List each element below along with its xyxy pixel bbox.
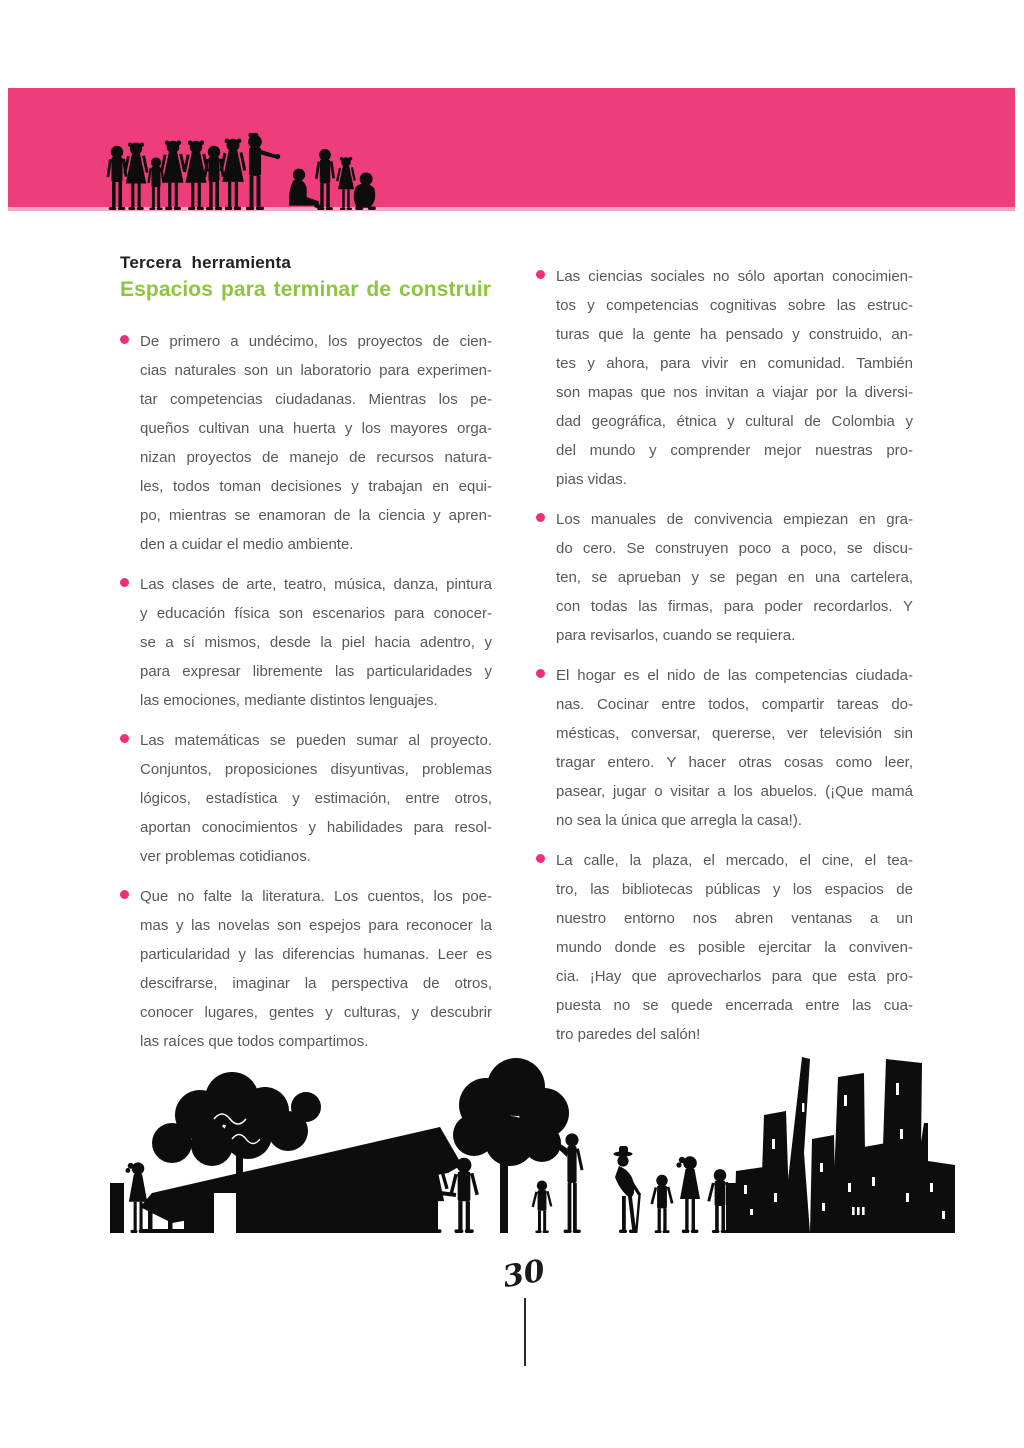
text-line: ten, se aprueban y se pegan en una cartelera, — [556, 569, 913, 586]
text-line: pasear, jugar o visitar a los abuelos. (¡Que mamá — [556, 783, 913, 800]
bullet-dot — [120, 890, 129, 899]
text-line: ver problemas cotidianos. — [140, 848, 311, 865]
text-line: conocer lugares, gentes y culturas, y descubrir — [140, 1004, 492, 1021]
text-line: para revisarlos, cuando se requiera. — [556, 627, 796, 644]
text-line: Las clases de arte, teatro, música, danza, pintura — [140, 576, 492, 593]
bullet-item — [120, 726, 492, 871]
text-line: Las ciencias sociales no sólo aportan conocimien- — [556, 268, 913, 285]
text-line: den a cuidar el medio ambiente. — [140, 536, 354, 553]
bullet-text — [140, 570, 492, 715]
page-number: 30 — [500, 1253, 548, 1296]
right-column — [536, 262, 913, 1060]
bullet-text — [556, 846, 913, 1049]
text-line: De primero a undécimo, los proyectos de cien- — [140, 333, 492, 350]
text-line: aportan conocimientos y habilidades para resol- — [140, 819, 492, 836]
bullet-text — [556, 505, 913, 650]
text-line: turas que la gente ha pensado y construido, an- — [556, 326, 913, 343]
bullet-dot — [536, 669, 545, 678]
text-line: nuestro entorno nos abren ventanas a un — [556, 910, 913, 927]
bullet-dot — [120, 734, 129, 743]
text-line: La calle, la plaza, el mercado, el cine, el tea- — [556, 852, 913, 869]
text-line: tes y ahora, para vivir en comunidad. También — [556, 355, 913, 372]
text-line: lógicos, estadística y estimación, entre otros, — [140, 790, 492, 807]
text-line: mas y las novelas son espejos para reconocer la — [140, 917, 492, 934]
bullet-list-right — [536, 262, 913, 1049]
text-line: para expresar libremente las particularidades y — [140, 663, 492, 680]
text-line: pias vidas. — [556, 471, 627, 488]
text-line: no sea la única que arregla la casa!). — [556, 812, 802, 829]
bullet-item — [120, 882, 492, 1056]
page-number-line — [524, 1298, 526, 1366]
text-line: las raíces que todos compartimos. — [140, 1033, 369, 1050]
text-line: po, mientras se enamoran de la ciencia y apren- — [140, 507, 492, 524]
text-line: queños cultivan una huerta y los mayores orga- — [140, 420, 492, 437]
bullet-text — [556, 661, 913, 835]
children-group-illustration — [103, 130, 403, 214]
text-line: con todas las firmas, para poder recordarlos. Y — [556, 598, 913, 615]
text-line: las emociones, mediante distintos lenguajes. — [140, 692, 438, 709]
text-line: tragar entero. Y hacer otras cosas como leer, — [556, 754, 913, 771]
text-line: descifrarse, imaginar la perspectiva de otros, — [140, 975, 492, 992]
text-line: particularidad y las diferencias humanas. Leer es — [140, 946, 492, 963]
bullet-dot — [120, 578, 129, 587]
bullet-text — [556, 262, 913, 494]
text-line: do cero. Se construyen poco a poco, se discu- — [556, 540, 913, 557]
left-column — [120, 253, 492, 1067]
bullet-text — [140, 882, 492, 1056]
text-line: del mundo y comprender mejor nuestras pro- — [556, 442, 913, 459]
text-line: El hogar es el nido de las competencias ciudada- — [556, 667, 913, 684]
text-line: mésticas, conversar, quererse, ver televisión sin — [556, 725, 913, 742]
text-line: tos y competencias cognitivas sobre las estruc- — [556, 297, 913, 314]
bullet-text — [140, 327, 492, 559]
community-illustration — [110, 1043, 955, 1237]
text-line: Conjuntos, proposiciones disyuntivas, problemas — [140, 761, 492, 778]
bullet-item — [120, 327, 492, 559]
bullet-dot — [120, 335, 129, 344]
text-line: Que no falte la literatura. Los cuentos, los poe- — [140, 888, 492, 905]
bullet-item — [120, 570, 492, 715]
text-line: nas. Cocinar entre todos, compartir tareas do- — [556, 696, 913, 713]
bullet-item — [536, 846, 913, 1049]
bullet-list-left — [120, 327, 492, 1056]
section-title: Espacios para terminar de construir — [120, 278, 491, 301]
bullet-item — [536, 262, 913, 494]
text-line: les, todos toman decisiones y trabajan en equi- — [140, 478, 492, 495]
text-line: tar competencias ciudadanas. Mientras los pe- — [140, 391, 492, 408]
bullet-text — [140, 726, 492, 871]
text-line: cias naturales son un laboratorio para experimen- — [140, 362, 492, 379]
text-line: puesta no se quede encerrada entre las cua- — [556, 997, 913, 1014]
text-line: nizan proyectos de manejo de recursos natura- — [140, 449, 492, 466]
bullet-dot — [536, 270, 545, 279]
bullet-item — [536, 661, 913, 835]
text-line: cia. ¡Hay que aprovecharlos para que esta pro- — [556, 968, 913, 985]
text-line: se a sí mismos, desde la piel hacia adentro, y — [140, 634, 492, 651]
bullet-dot — [536, 513, 545, 522]
section-kicker: Tercera herramienta — [120, 253, 292, 272]
text-line: tro, las bibliotecas públicas y los espacios de — [556, 881, 913, 898]
bullet-dot — [536, 854, 545, 863]
text-line: tro paredes del salón! — [556, 1026, 701, 1043]
text-line: y educación física son escenarios para conocer- — [140, 605, 492, 622]
text-line: Los manuales de convivencia empiezan en gra- — [556, 511, 913, 528]
text-line: dad geográfica, étnica y cultural de Colombia y — [556, 413, 913, 430]
text-line: mundo donde es posible ejercitar la conviven- — [556, 939, 913, 956]
bullet-item — [536, 505, 913, 650]
text-line: son mapas que nos invitan a viajar por la diversi- — [556, 384, 913, 401]
text-line: Las matemáticas se pueden sumar al proyecto. — [140, 732, 492, 749]
